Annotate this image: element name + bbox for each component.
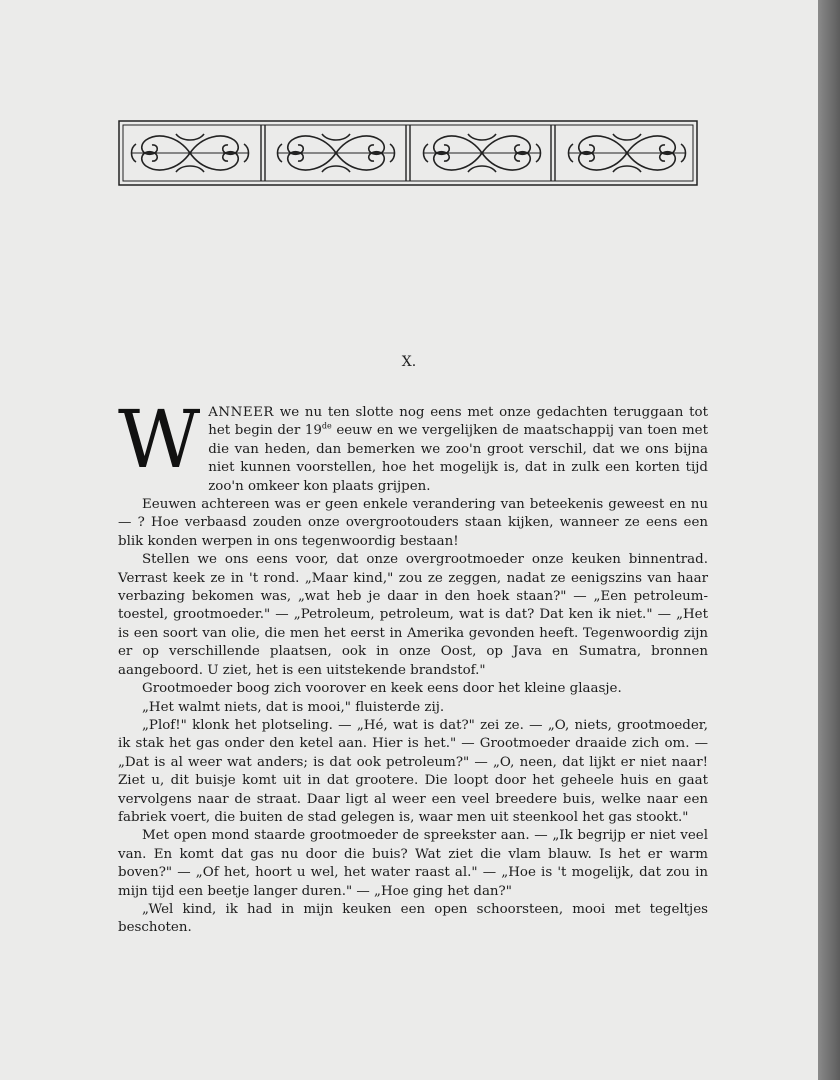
paragraph-2: Eeuwen achtereen was er geen enkele verandering van beteekenis geweest en nu — ? Hoe verbaasd zouden onze overgrootouders staan kijken, wanneer ze eens een blik konden werpen in ons tegenwoordig bestaan!	[118, 497, 708, 549]
body-text	[118, 393, 708, 938]
chapter-number: X.	[401, 354, 417, 370]
paragraph-8: „Wel kind, ik had in mijn keuken een open schoorsteen, mooi met tegeltjes beschoten.	[118, 901, 708, 936]
opening-smallcaps: ANNEER	[208, 405, 274, 420]
paragraph-5: „Het walmt niets, dat is mooi," fluisterde zij.	[142, 699, 445, 715]
page-edge-shadow	[818, 0, 840, 1080]
paragraph-1	[118, 393, 708, 496]
paragraph-3: Stellen we ons eens voor, dat onze overgrootmoeder onze keuken binnentrad. Verrast keek ze in 't rond. „Maar kind," zou ze zeggen, nadat ze eenigszins van haar verbazing bekomen was, „wat heb je daar in den hoek staan?" — „Een petroleum-toestel, grootmoeder." — „Petroleum, petroleum, wat is dat? Dat ken ik niet." — „Het is een soort van olie, die men het eerst in Amerika gevonden heeft. Tegenwoordig zijn er op verschillende plaatsen, ook in onze Oost, op Java en Sumatra, bronnen aangeboord. U ziet, het is een uitstekende brandstof."	[118, 552, 708, 678]
paragraph-7: Met open mond staarde grootmoeder de spreekster aan. — „Ik begrijp er niet veel van. En komt dat gas nu door die buis? Wat ziet die vlam blauw. Is het er warm boven?" — „Of het, hoort u wel, het water raast al." — „Hoe is 't mogelijk, dat zou in mijn tijd een beetje langer duren." — „Hoe ging het dan?"	[118, 828, 708, 899]
paragraph-1-text-b: eeuw en we vergelijken de maatschappij van toen met die van heden, dan bemerken we zoo'n groot verschil, dat we ons bijna niet kunnen voorstellen, hoe het mogelijk is, dat in zulk een korten tijd zoo'n omkeer kon plaats grijpen.	[208, 423, 708, 494]
decorative-border-ornament	[118, 120, 698, 186]
superscript-de: de	[321, 421, 332, 431]
paragraph-1-text-a: we nu ten slotte nog eens met onze gedachten teruggaan tot het begin der 19	[208, 405, 708, 439]
drop-cap-letter: W	[118, 393, 201, 486]
paragraph-4: Grootmoeder boog zich voorover en keek eens door het kleine glaasje.	[142, 681, 622, 697]
paragraph-6: „Plof!" klonk het plotseling. — „Hé, wat is dat?" zei ze. — „O, niets, grootmoeder, ik stak het gas onder den ketel aan. Hier is het." — Grootmoeder draaide zich om. — „Dat is al weer wat anders; is dat ook petroleum?" — „O, neen, dat lijkt er niet naar! Ziet u, dit buisje komt uit in dat grootere. Die loopt door het geheele huis en gaat vervolgens naar de straat. Daar ligt al weer een veel breedere buis, welke naar een fabriek voert, die buiten de stad gelegen is, waar men uit steenkool het gas stookt."	[118, 717, 708, 825]
